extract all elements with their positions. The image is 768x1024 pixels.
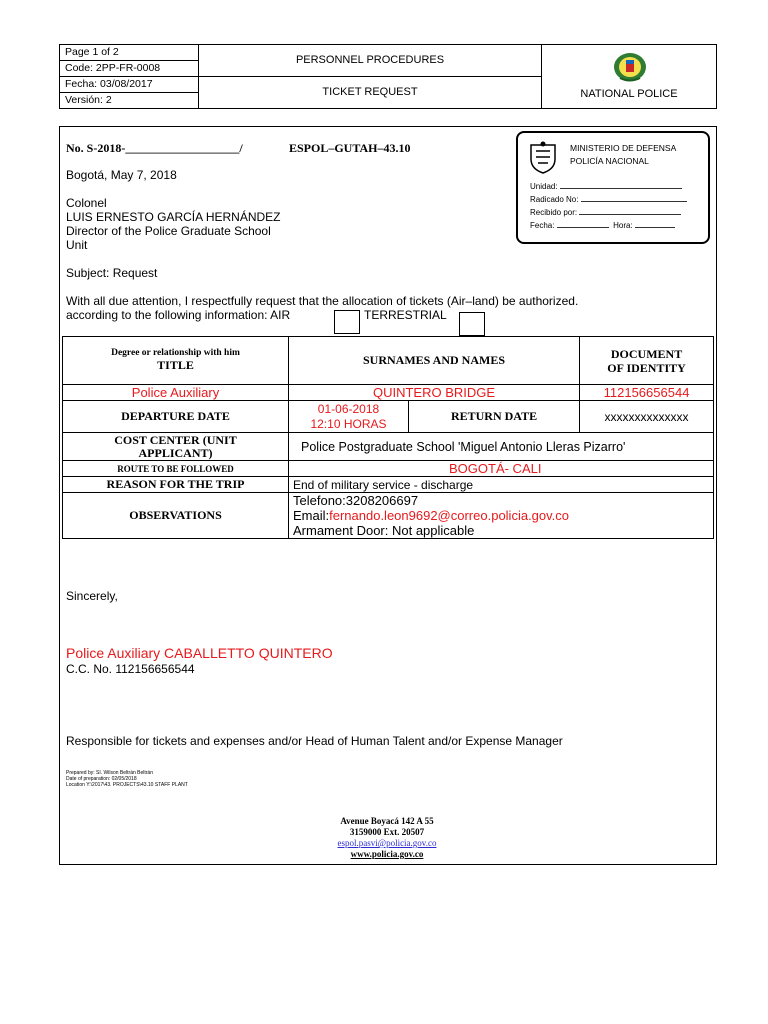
header-titles xyxy=(199,45,542,108)
departure-date-cell xyxy=(289,401,409,433)
degree-header: Degree or relationship with him xyxy=(111,348,240,358)
table-row xyxy=(63,461,714,477)
stamp-fecha-label: Fecha: xyxy=(530,221,555,230)
departure-time-value: 12:10 HORAS xyxy=(310,416,387,431)
letter-date: Bogotá, May 7, 2018 xyxy=(66,168,177,182)
table-row xyxy=(63,477,714,493)
names-value: QUINTERO BRIDGE xyxy=(289,385,580,401)
recipient-rank: Colonel xyxy=(66,196,107,210)
stamp-recibido-label: Recibido por: xyxy=(530,208,578,217)
recipient-position: Director of the Police Graduate School xyxy=(66,224,271,238)
recipient-name: LUIS ERNESTO GARCÍA HERNÁNDEZ xyxy=(66,210,281,224)
page-number: Page 1 of 2 xyxy=(60,45,198,61)
document-header xyxy=(59,44,717,109)
responsible-line: Responsible for tickets and expenses and/or Head of Human Talent and/or Expense Manager xyxy=(66,734,563,748)
cost-center-label-cell xyxy=(63,433,289,461)
departure-date-label: DEPARTURE DATE xyxy=(63,401,289,433)
document-header-cell xyxy=(580,337,714,385)
reason-label: REASON FOR THE TRIP xyxy=(63,477,289,493)
route-value: BOGOTÁ- CALI xyxy=(289,461,714,477)
preparation-date: Date of preparation: 02/05/2018 xyxy=(66,776,137,782)
terrestrial-checkbox[interactable] xyxy=(459,312,485,336)
police-emblem-icon xyxy=(612,51,648,83)
stamp-radicado-label: Radicado No: xyxy=(530,195,579,204)
reception-stamp xyxy=(516,131,710,244)
letter-body-line2: according to the following information: AIR xyxy=(66,308,291,322)
observation-armament: Armament Door: Not applicable xyxy=(293,523,475,538)
coat-of-arms-icon xyxy=(528,141,558,175)
closing-sincerely: Sincerely, xyxy=(66,589,118,603)
document-version: Versión: 2 xyxy=(65,94,112,106)
cost-center-label-line2: APPLICANT) xyxy=(138,445,213,460)
header-title-ticket: TICKET REQUEST xyxy=(322,86,418,98)
document-header-line1: DOCUMENT xyxy=(610,346,683,361)
departure-date-value: 01-06-2018 xyxy=(317,401,380,416)
observation-email: fernando.leon9692@correo.policia.gov.co xyxy=(329,508,570,523)
ticket-details-table xyxy=(62,336,714,539)
table-header-row xyxy=(63,337,714,385)
page-footer xyxy=(59,816,715,860)
header-org xyxy=(542,45,716,108)
signer-name: Police Auxiliary CABALLETTO QUINTERO xyxy=(66,645,333,661)
table-row xyxy=(63,385,714,401)
stamp-line1: MINISTERIO DE DEFENSA xyxy=(570,143,677,153)
file-location: Location Y:\2017\43. PROJECTS\43.10 STAFF PLANT xyxy=(66,782,188,788)
title-header-cell xyxy=(63,337,289,385)
cost-center-label-line1: COST CENTER (UNIT xyxy=(114,432,237,447)
letter-body-line1: With all due attention, I respectfully request that the allocation of tickets (Air–land) be authorized. xyxy=(66,294,579,308)
observations-cell xyxy=(289,493,714,539)
return-date-value: xxxxxxxxxxxxxx xyxy=(580,401,714,433)
stamp-unidad-label: Unidad: xyxy=(530,182,558,191)
cost-center-value: Police Postgraduate School 'Miguel Antonio Lleras Pizarro' xyxy=(289,433,714,461)
title-value: Police Auxiliary xyxy=(63,385,289,401)
observation-email-line xyxy=(293,508,709,523)
signer-cc: C.C. No. 112156656544 xyxy=(66,662,195,676)
air-checkbox[interactable] xyxy=(334,310,360,334)
names-header: SURNAMES AND NAMES xyxy=(289,337,580,385)
header-meta xyxy=(60,45,199,108)
route-label: ROUTE TO BE FOLLOWED xyxy=(63,461,289,477)
observation-email-label: Email: xyxy=(293,508,330,523)
terrestrial-label: TERRESTRIAL xyxy=(364,308,447,322)
title-header: TITLE xyxy=(157,358,194,372)
stamp-hora-label: Hora: xyxy=(613,221,633,230)
stamp-line2: POLICÍA NACIONAL xyxy=(570,156,649,166)
recipient-unit: Unit xyxy=(66,238,88,252)
observations-label: OBSERVATIONS xyxy=(63,493,289,539)
observation-phone: Telefono:3208206697 xyxy=(293,493,419,508)
table-row xyxy=(63,401,714,433)
footer-website[interactable]: www.policia.gov.co xyxy=(350,849,424,859)
header-title-procedures: PERSONNEL PROCEDURES xyxy=(199,45,541,77)
document-date: Fecha: 03/08/2017 xyxy=(60,77,198,93)
reason-value: End of military service - discharge xyxy=(289,477,714,493)
prepared-by: Prepared by: SI. Wilson Beltrán Beltrán xyxy=(66,770,153,776)
table-row xyxy=(63,493,714,539)
document-code: Code: 2PP-FR-0008 xyxy=(60,61,198,77)
document-header-line2: OF IDENTITY xyxy=(607,360,686,375)
table-row xyxy=(63,433,714,461)
letter-subject: Subject: Request xyxy=(66,266,158,280)
footer-phone: 3159000 Ext. 20507 xyxy=(349,827,425,837)
return-date-label: RETURN DATE xyxy=(409,401,580,433)
org-name: NATIONAL POLICE xyxy=(580,88,678,100)
footer-address: Avenue Boyacá 142 A 55 xyxy=(340,816,434,826)
document-value: 112156656544 xyxy=(580,385,714,401)
footer-email-link[interactable]: espol.pasvi@policia.gov.co xyxy=(337,838,437,848)
letter-reference: ESPOL–GUTAH–43.10 xyxy=(289,141,411,155)
letter-number: No. S-2018-___________________/ xyxy=(66,141,243,155)
